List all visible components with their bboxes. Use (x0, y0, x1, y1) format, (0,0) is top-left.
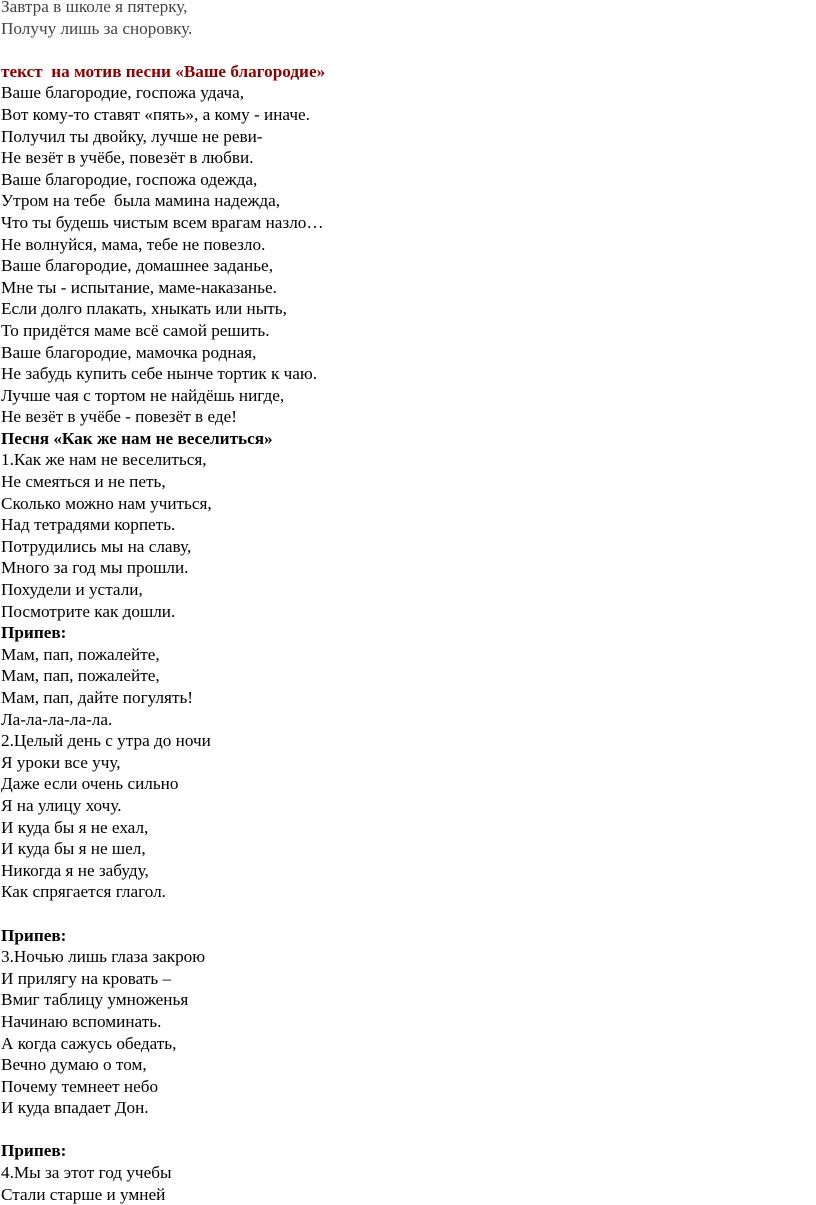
verse-line: Начинаю вспоминать. (1, 1011, 162, 1031)
verse-line: И куда впадает Дон. (1, 1098, 149, 1118)
song1-line: Получил ты двойку, лучше не реви- (1, 126, 263, 146)
intro-block (0, 0, 816, 39)
verse-line: Похудели и устали, (1, 580, 143, 600)
verse-line: Никогда я не забуду, (1, 860, 149, 880)
verse-line: Я на улицу хочу. (1, 795, 122, 815)
chorus-label: Припев: (1, 925, 67, 945)
blank-line (0, 1119, 816, 1141)
song1-line: Если долго плакать, хныкать или ныть, (1, 299, 287, 319)
verse-line: Не смеяться и не петь, (1, 472, 166, 492)
verse-line: 3.Ночью лишь глаза закрою (1, 947, 206, 967)
verse-line: Стали старше и умней (1, 1184, 166, 1204)
verse-line: Вмиг таблицу умноженья (1, 990, 189, 1010)
song1-line: Ваше благородие, госпожа одежда, (1, 169, 258, 189)
verse-line: Как спрягается глагол. (1, 882, 166, 902)
song1-line: Не везёт в учёбе, повезёт в любви. (1, 148, 254, 168)
song2-block (0, 428, 816, 1205)
chorus-line: Мам, пап, пожалейте, (1, 666, 160, 686)
song1-line: Вот кому-то ставят «пять», а кому - иначе. (1, 104, 310, 124)
song1-block (0, 61, 816, 428)
song1-line: Утром на тебе была мамина надежда, (1, 191, 281, 211)
song1-line: Не забудь купить себе нынче тортик к чаю. (1, 364, 318, 384)
song1-line: Что ты будешь чистым всем врагам назло… (1, 212, 324, 232)
verse-line: И куда бы я не ехал, (1, 817, 149, 837)
verse-line: Много за год мы прошли. (1, 558, 189, 578)
intro-line: Завтра в школе я пятерку, (1, 0, 188, 16)
song1-line: Не везёт в учёбе - повезёт в еде! (1, 407, 237, 427)
blank-line (0, 39, 816, 61)
verse-line: Над тетрадями корпеть. (1, 515, 176, 535)
chorus-line: Мам, пап, дайте погулять! (1, 688, 194, 707)
verse-line: Почему темнеет небо (1, 1076, 159, 1096)
song2-title: Песня «Как же нам не веселиться» (1, 428, 273, 448)
song1-title: текст на мотив песни «Ваше благородие» (1, 61, 326, 81)
blank-line (0, 903, 816, 925)
song1-line: Ваше благородие, домашнее заданье, (1, 256, 273, 276)
verse-line: А когда сажусь обедать, (1, 1033, 177, 1053)
chorus-label: Припев: (1, 1141, 67, 1161)
verse-line: И куда бы я не шел, (1, 839, 146, 859)
song1-line: Ваше благородие, мамочка родная, (1, 342, 257, 362)
verse-line: 4.Мы за этот год учебы (1, 1163, 172, 1183)
intro-line: Получу лишь за сноровку. (1, 18, 193, 38)
song1-line: Ваше благородие, госпожа удача, (1, 83, 245, 103)
song1-line: Мне ты - испытание, маме-наказанье. (1, 277, 277, 297)
verse-line: 2.Целый день с утра до ночи (1, 731, 211, 751)
verse-line: Посмотрите как дошли. (1, 601, 176, 621)
verse-line: Потрудились мы на славу, (1, 536, 192, 556)
song1-line: Не волнуйся, мама, тебе не повезло. (1, 234, 266, 254)
verse-line: И прилягу на кровать – (1, 968, 172, 988)
chorus-line: Ла-ла-ла-ла-ла. (1, 709, 113, 729)
song1-line: То придётся маме всё самой решить. (1, 320, 270, 340)
verse-line: Вечно думаю о том, (1, 1055, 147, 1075)
verse-line: Даже если очень сильно (1, 774, 179, 794)
verse-line: 1.Как же нам не веселиться, (1, 450, 207, 470)
chorus-line: Мам, пап, пожалейте, (1, 644, 160, 664)
song1-line: Лучше чая с тортом не найдёшь нигде, (1, 385, 285, 405)
chorus-label: Припев: (1, 623, 67, 643)
verse-line: Я уроки все учу, (1, 752, 121, 772)
verse-line: Сколько можно нам учиться, (1, 493, 212, 513)
